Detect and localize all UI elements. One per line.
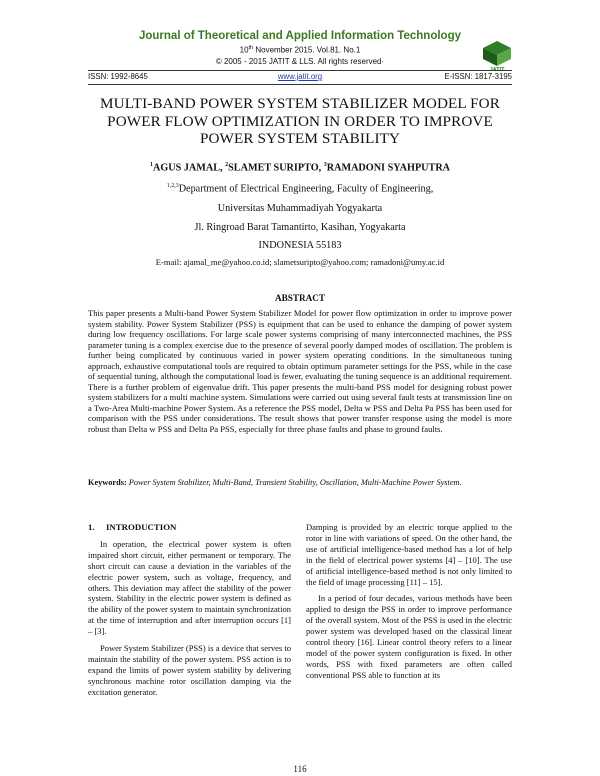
issue-rest: November 2015. Vol.81. No.1: [253, 45, 361, 55]
author1-sup: 1: [149, 162, 153, 168]
affil-sup: 1,2,3: [166, 183, 179, 189]
author2-sup: 2: [225, 162, 229, 168]
issn-row: [88, 72, 512, 84]
section-heading-introduction: [88, 522, 291, 533]
page-number: 116: [293, 764, 307, 774]
keywords: [88, 478, 512, 488]
authors: [88, 162, 512, 173]
affiliation-line-2: Universitas Muhammadiyah Yogyakarta: [217, 203, 383, 214]
left-column: [88, 522, 291, 704]
website-link[interactable]: www.jatit.org: [277, 72, 323, 81]
header-top-rule: [88, 70, 512, 71]
email-line: E-mail: ajamal_me@yahoo.co.id; slametsuripto@yahoo.com; ramadoni@umy.ac.id: [155, 257, 445, 267]
affil-dept: Department of Electrical Engineering, Faculty of Engineering,: [178, 183, 434, 195]
intro-paragraph-3: Damping is provided by an electric torque applied to the rotor in line with variations of speed. On the other hand, the use of artificial intelligence-based method has a lot of help in the field of electrical power systems [4] – [10]. The use of artificial intelligence-based method is not only limited to the field of image processing [11] – 15].: [306, 522, 512, 587]
abstract-heading: ABSTRACT: [274, 293, 326, 303]
author-2: SLAMET SURIPTO,: [228, 162, 324, 174]
issue-line: [100, 45, 500, 55]
issue-day-suffix: th: [248, 45, 254, 51]
author-3: RAMADONI SYAHPUTRA: [326, 162, 451, 174]
keywords-text: Power System Stabilizer, Multi-Band, Transient Stability, Oscillation, Multi-Machine Power System.: [128, 478, 462, 487]
author-1: AGUS JAMAL,: [152, 162, 226, 174]
logo-text: JATIT: [489, 67, 505, 72]
intro-paragraph-4: In a period of four decades, various methods have been applied to design the PSS in order to improve performance of the overall system. Most of the PSS is used in the electric power system was developed based on the classical linear control theory [16]. Linear control theory refers to a linear model of the power system configuration is fixed. In other words, PSS with fixed parameters are often called conventional PSS able to function at its: [306, 593, 512, 680]
title-line-2: POWER FLOW OPTIMIZATION IN ORDER TO IMPROVE: [107, 112, 493, 130]
affiliation-line-4: INDONESIA 55183: [258, 240, 342, 251]
journal-title: Journal of Theoretical and Applied Information Technology: [138, 30, 462, 42]
copyright-line: © 2005 - 2015 JATIT & LLS. All rights reserved·: [215, 57, 385, 66]
title-line-3: POWER SYSTEM STABILITY: [199, 130, 401, 147]
eissn: E-ISSN: 1817-3195: [444, 72, 512, 81]
section-title: INTRODUCTION: [106, 522, 177, 532]
intro-paragraph-1: In operation, the electrical power system is often impaired short circuit, either permanent or temporary. The short circuit can cause a deviation in the variables of the electric power system, such as voltage, frequency, and others. This deviation may affect the stability of the power system. Stability in the electric power system is defined as the ability of the power system to maintain synchronization at the time of interruption and after interruption occurs [1] – [3].: [88, 538, 291, 637]
jatit-logo: [480, 38, 514, 72]
header-bottom-rule: [88, 84, 512, 85]
paper-title: [88, 95, 512, 148]
issue-day: 10: [239, 45, 249, 55]
author3-sup: 3: [323, 162, 327, 168]
issn: ISSN: 1992-8645: [88, 72, 148, 81]
affiliation-line-3: Jl. Ringroad Barat Tamantirto, Kasihan, Yogyakarta: [194, 222, 406, 233]
abstract-body: This paper presents a Multi-band Power System Stabilizer Model for power flow optimization in order to improve power system stability. Power System Stabilizer (PSS) is equipment that can be used to enhance the damping of power system during low frequency oscillations. For large scale power systems comprising of many interconnected machines, the PSS parameter tuning is a complex exercise due to the presence of several poorly damped modes of oscillation. The problem is further being complicated by continuous varied in power system operating conditions. In the simultaneous tuning approach, exhaustive computational tools are required to obtain optimum parameter settings for the PSS, while in the case of sequential tuning, although the computational load is fewer, evaluating the tuning sequence is an additional requirement. There is a further problem of eigenvalue drift. This paper presents the multi-band PSS model for designing robust power system stabilizers for a multi machine system. Simulations were carried out using several fault tests at transmission line on a Two-Area Multi-machine Power System. As a reference the PSS model, Delta w PSS and Delta Pa PSS has been used for comparison with the PSS under considerations. The result shows that power transfer response using the model is more robust than Delta w PSS and Delta Pa PSS, especially for three phase faults and phase to ground faults.: [88, 308, 512, 434]
intro-paragraph-2: Power System Stabilizer (PSS) is a device that serves to maintain the stability of the power system. PSS action is to expand the limits of power system stability by delivering synchronous machine rotor oscillation damping via the excitation generator.: [88, 643, 291, 697]
keywords-label: Keywords:: [88, 478, 127, 487]
right-column: [306, 522, 512, 687]
affiliation-line-1: [88, 183, 512, 194]
title-line-1: MULTI-BAND POWER SYSTEM STABILIZER MODEL FOR: [100, 95, 500, 112]
section-number: 1.: [88, 522, 95, 532]
